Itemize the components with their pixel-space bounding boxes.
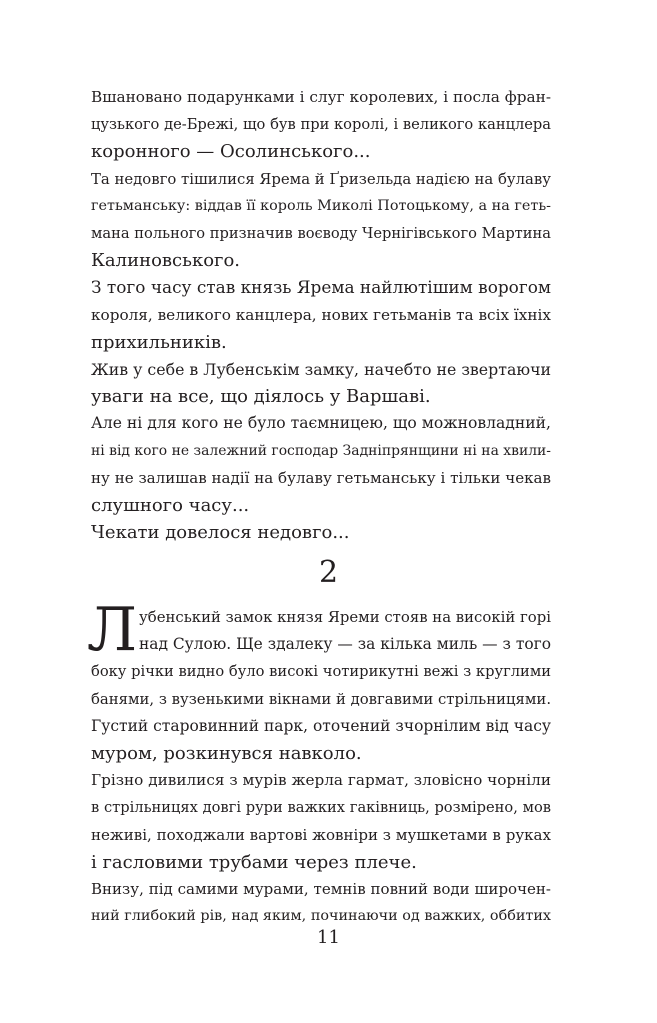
text-section-2 — [87, 595, 552, 930]
paragraph — [91, 519, 551, 546]
text-line: слушного часу... — [91, 495, 250, 517]
text-line: Чекати довелося недовго... — [91, 522, 350, 544]
text-line: уваги на все, що діялось у Варшаві. — [91, 386, 431, 408]
text-line: над Сулою. Ще здалеку — за кілька миль — з того — [139, 635, 551, 654]
text-line: коронного — Осолинського... — [91, 141, 371, 163]
text-line: муром, розкинувся навколо. — [91, 743, 362, 765]
text-line: мана польного призначив воєводу Чернігівського Мартина — [91, 225, 551, 243]
paragraph — [91, 84, 551, 166]
text-section-1 — [91, 84, 551, 546]
paragraph — [91, 274, 551, 356]
paragraph — [91, 356, 551, 410]
text-line: цузького де-Брежі, що був при королі, і великого канцлера — [91, 116, 551, 134]
chapter-number: 2 — [318, 555, 339, 590]
text-line: З того часу став князь Ярема найлютішим ворогом — [91, 277, 551, 298]
paragraph — [87, 595, 552, 713]
text-line: Жив у себе в Лубенськім замку, начебто не звертаючи — [91, 360, 551, 380]
text-line: Внизу, під самими мурами, темнів повний води широчен- — [91, 880, 551, 899]
paragraph — [91, 410, 551, 519]
text-line: ний глибокий рів, над яким, починаючи од важких, оббитих — [91, 908, 551, 925]
text-line: Калиновського. — [91, 250, 241, 272]
text-line: і гасловими трубами через плече. — [91, 851, 417, 873]
page-number: 11 — [317, 927, 340, 948]
text-line: убенський замок князя Яреми стояв на високій горі — [139, 608, 551, 626]
text-line: гетьманську: віддав її король Миколі Потоцькому, а на геть- — [91, 197, 551, 214]
text-line: Вшановано подарунками і слуг королевих, і посла фран- — [91, 88, 551, 106]
text-line: боку річки видно було високі чотирикутні вежі з круглими — [91, 663, 551, 681]
text-line: Густий старовинний парк, оточений зчорнілим від часу — [91, 716, 551, 735]
paragraph — [91, 876, 551, 930]
text-line: ні від кого не залежний господар Задніпрянщини ні на хвили- — [91, 442, 551, 459]
text-line: банями, з вузенькими вікнами й довгавими стрільницями. — [91, 690, 552, 708]
text-line: прихильників. — [91, 331, 227, 353]
text-line: неживі, походжали вартові жовніри з мушкетами в руках — [91, 825, 551, 844]
paragraph — [91, 166, 551, 275]
text-line: Та недовго тішилися Ярема й Ґризельда надією на булаву — [91, 169, 551, 188]
text-line: короля, великого канцлера, нових гетьманів та всіх їхніх — [91, 305, 551, 324]
text-line: Але ні для кого не було таємницею, що можновладний, — [91, 414, 551, 433]
text-line: Грізно дивилися з мурів жерла гармат, зловісно чорніли — [91, 771, 551, 790]
drop-cap: Л — [87, 595, 138, 665]
paragraph — [91, 713, 551, 767]
text-line: ну не залишав надії на булаву гетьманську і тільки чекав — [91, 468, 551, 487]
paragraph — [91, 767, 551, 876]
text-line: в стрільницях довгі рури важких гаківниць, розмірено, мов — [91, 799, 551, 817]
